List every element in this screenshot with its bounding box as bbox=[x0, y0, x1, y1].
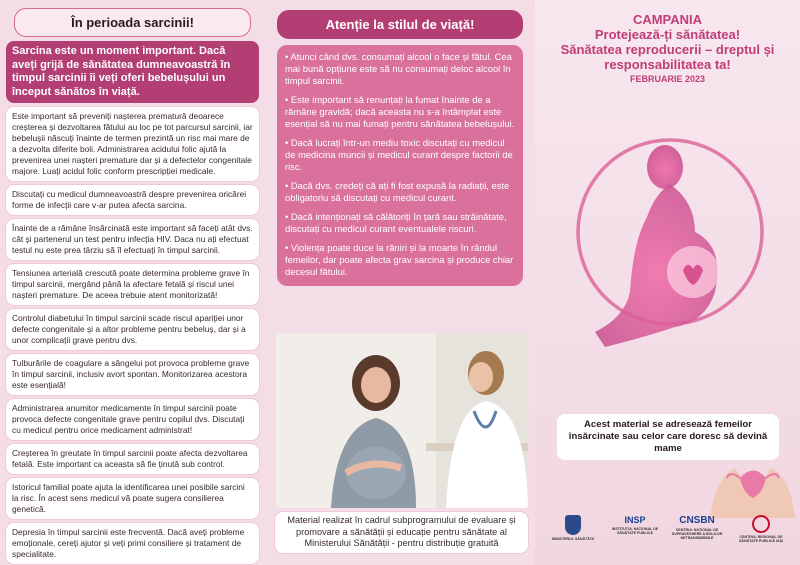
logo-insp: INSP INSTITUTUL NAȚIONAL DE SĂNĂTATE PUBLICĂ bbox=[611, 515, 659, 535]
bullet-violence: • Violența poate duce la răniri și la moarte în rândul femeilor, dar poate afecta grav sarcina și produce chiar decesul fătului. bbox=[285, 242, 514, 277]
bullet-radiation: • Dacă dvs. credeți că ați fi fost expusă la radiații, este obligatoriu să discutați cu medicul curant. bbox=[285, 180, 510, 203]
pregnant-silhouette-illustration bbox=[575, 122, 765, 362]
footer-note: Material realizat în cadrul subprogramului de evaluare și promovare a sănătății și educație pentru sănătate al Ministerului Sănătății - pentru distribuție gratuită bbox=[275, 512, 528, 553]
info-box-premature: Este important să preveniți nașterea prematură deoarece creșterea și dezvoltarea fătului au loc pe tot parcursul sarcinii, iar bebelușii născuți înainte de termen prezintă un risc mai mare de a dezvolta diferite boli. Administrarea acidului folic ajută la prevenirea unei nașteri premature dar și a defectelor congenitale majore. Luați acidul folic conform prescripției medicale. bbox=[6, 107, 259, 181]
info-box-hiv: Înainte de a rămâne însărcinată este important să faceți atât dvs. cât și partenerul un test pentru infecția HIV. Daca nu ați efectuat testul nu este prea târziu să îl efectuați în timpul sarcinii. bbox=[6, 219, 259, 260]
info-box-diabetes: Controlul diabetului în timpul sarcinii scade riscul apariției unor defecte congenitale și a altor probleme pentru bebeluș, dar și a unor complicații grave pentru dvs. bbox=[6, 309, 259, 350]
campaign-slogan-2: Sănătatea reproducerii – dreptul și bbox=[560, 42, 775, 57]
info-box-coagulation: Tulburările de coagulare a sângelui pot provoca probleme grave în timpul sarcinii, inclusiv avort spontan. Monitorizarea acestora este esențială! bbox=[6, 354, 259, 395]
hands-uterus-illustration bbox=[705, 448, 800, 518]
info-box-infections: Discutați cu medicul dumneavoastră despre prevenirea oricărei forme de infecții care v-ar putea afecta sarcina. bbox=[6, 185, 259, 215]
logo-ministry-health: MINISTERUL SĂNĂTĂȚII bbox=[543, 515, 603, 541]
info-box-weight: Creșterea în greutate în timpul sarcinii poate afecta dezvoltarea fetală. Este important ca aceasta să fie ținută sub control. bbox=[6, 444, 259, 474]
campaign-slogan-1: Protejează-ți sănătatea! bbox=[594, 27, 741, 42]
campaign-label: CAMPANIA bbox=[632, 12, 703, 27]
info-box-blood-pressure: Tensiunea arterială crescută poate determina probleme grave în timpul sarcinii, mergând până la afectare fetală și riscul unei nașteri premature. De aceea trebuie atent monitorizată! bbox=[6, 264, 259, 305]
target-audience: Acest material se adresează femeilor însărcinate sau celor care doresc să devină mame bbox=[557, 414, 779, 460]
campaign-slogan-3: responsabilitatea ta! bbox=[604, 57, 731, 72]
bullet-toxic-environment: • Dacă lucrați într-un mediu toxic discutați cu medicul de medicina muncii și medicul curant despre factorii de risc. bbox=[285, 137, 513, 172]
campaign-date: FEBRUARIE 2023 bbox=[629, 74, 706, 84]
crsp-emblem-icon bbox=[752, 515, 770, 533]
partner-logos bbox=[543, 515, 793, 559]
section-title-lifestyle: Atenție la stilul de viață! bbox=[277, 10, 523, 39]
intro-text: Sarcina este un moment important. Dacă aveți grijă de sănătatea dumneavoastră în timpul sarcinii îi veți oferi bebelușului un început sănătos în viață. bbox=[6, 41, 259, 103]
ministry-emblem-icon bbox=[565, 515, 581, 535]
lifestyle-panel bbox=[277, 45, 523, 286]
bullet-travel: • Dacă intenționați să călătoriți în țară sau străinătate, discutați cu medicul curant eventualele riscuri. bbox=[285, 211, 507, 234]
info-box-depression: Depresia în timpul sarcinii este frecventă. Dacă aveți probleme emoționale, cereți ajutor și veți primi consiliere și tratament de specialitate. bbox=[6, 523, 259, 564]
logo-cnsbn: CNSBN CENTRUL NAȚIONAL DE SUPRAVEGHERE A BOLILOR NETRANSMISIBILE bbox=[671, 515, 723, 540]
bullet-smoking: • Este important să renunțați la fumat înainte de a rămâne gravidă; dacă aceasta nu s-a întâmplat este esențial să nu mai fumați pentru sănătatea bebelușului. bbox=[285, 94, 515, 129]
info-box-family-history: Istoricul familial poate ajuta la identificarea unei posibile sarcini la risc. În acest sens medicul vă poate sugera consilierea genetică. bbox=[6, 478, 259, 519]
column-campaign bbox=[535, 0, 800, 565]
info-box-medication: Administrarea anumitor medicamente în timpul sarcinii poate provoca defecte congenitale grave pentru copilul dvs. Discutați cu medicul pentru orice medicament administrat! bbox=[6, 399, 259, 440]
campaign-header bbox=[535, 12, 800, 84]
doctor-patient-photo bbox=[276, 333, 528, 508]
logo-crsp-iasi: CENTRUL REGIONAL DE SĂNĂTATE PUBLICĂ IAȘI bbox=[731, 515, 791, 543]
column-pregnancy bbox=[0, 0, 265, 565]
section-title-pregnancy: În perioada sarcinii! bbox=[14, 8, 251, 37]
bullet-alcohol: • Atunci când dvs. consumați alcool o face și fătul. Cea mai bună opțiune este să nu consumați deloc alcool în timpul sarcinii. bbox=[285, 51, 512, 86]
